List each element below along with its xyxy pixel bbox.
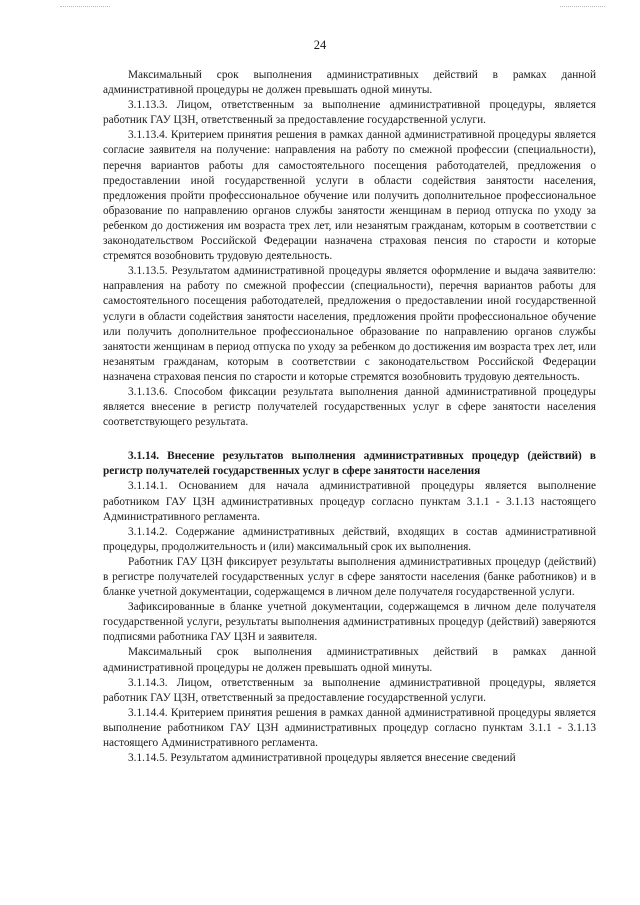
paragraph: Работник ГАУ ЦЗН фиксирует результаты выполнения административных процедур (действий) в регистре получателей государственных услуг в сфере занятости населения (банке работников) и в бланке учетной документации, содержащемся в личном деле получателя государственной услуги. — [103, 555, 596, 599]
scan-artifact-right — [560, 6, 605, 8]
section-heading: 3.1.14. Внесение результатов выполнения административных процедур (действий) в регистр получателей государственных услуг в сфере занятости населения — [103, 450, 596, 478]
paragraph: 3.1.14.1. Основанием для начала административной процедуры является выполнение работником ГАУ ЦЗН административных процедур согласно пунктам 3.1.1 - 3.1.13 настоящего Административного регламента. — [103, 480, 596, 523]
paragraph: 3.1.13.5. Результатом административной процедуры является оформление и выдача заявителю: направления на работу по смежной профессии (специальности), перечня вариантов работы для самостоятельного посещения работодателей, предложения о предоставлении иной государственной услуги в области содействия занятости населения, предложения пройти профессиональное обучение или получить дополнительное профессиональное образование по направлению органов службы занятости женщинам в период отпуска по уходу за ребенком до достижения им возраста трех лет, или незанятым гражданам, которым в соответствии с законодательством Российской Федерации назначена страховая пенсия по старости и которые стремятся возобновить трудовую деятельность. — [103, 265, 596, 383]
paragraph: 3.1.14.3. Лицом, ответственным за выполнение административной процедуры, является работник ГАУ ЦЗН, ответственный за предоставление государственной услуги. — [103, 676, 596, 704]
page-number: 24 — [313, 38, 327, 52]
paragraph: 3.1.14.2. Содержание административных действий, входящих в состав административной процедуры, продолжительность и (или) максимальный срок их выполнения. — [103, 525, 596, 553]
paragraph: 3.1.13.4. Критерием принятия решения в рамках данной административной процедуры является согласие заявителя на получение: направления на работу по смежной профессии (специальности), перечня вариантов работы для самостоятельного посещения работодателей, предложения о предоставлении иной государственной услуги в области содействия занятости населения, предложения пройти профессиональное обучение или получить дополнительное профессиональное образование по направлению органов службы занятости женщинам в период отпуска по уходу за ребенком до достижения им возраста трех лет, или незанятым гражданам, которым в соответствии с законодательством Российской Федерации назначена страховая пенсия по старости и которые стремятся возобновить трудовую деятельность. — [103, 129, 596, 263]
paragraph: 3.1.14.4. Критерием принятия решения в рамках данной административной процедуры является выполнение работником ГАУ ЦЗН административных процедур согласно пунктам 3.1.1 - 3.1.13 настоящего Административного регламента. — [103, 706, 596, 750]
paragraph: Максимальный срок выполнения административных действий в рамках данной административной процедуры не должен превышать одной минуты. — [103, 69, 596, 97]
paragraph: Зафиксированные в бланке учетной документации, содержащемся в личном деле получателя государственной услуги, результаты выполнения административных процедур (действий) заверяются подписями работника ГАУ ЦЗН и заявителя. — [103, 601, 596, 644]
paragraph: 3.1.13.3. Лицом, ответственным за выполнение административной процедуры, является работник ГАУ ЦЗН, ответственный за предоставление государственной услуги. — [103, 99, 596, 127]
paragraph: 3.1.13.6. Способом фиксации результата выполнения данной административной процедуры является внесение в регистр получателей государственных услуг в сфере занятости населения соответствующего результата. — [103, 385, 596, 429]
paragraph: 3.1.14.5. Результатом административной процедуры является внесение сведений — [128, 752, 516, 765]
paragraph: Максимальный срок выполнения административных действий в рамках данной административной процедуры не должен превышать одной минуты. — [103, 646, 596, 674]
document-body — [103, 68, 596, 766]
scan-artifact-left — [60, 6, 110, 8]
